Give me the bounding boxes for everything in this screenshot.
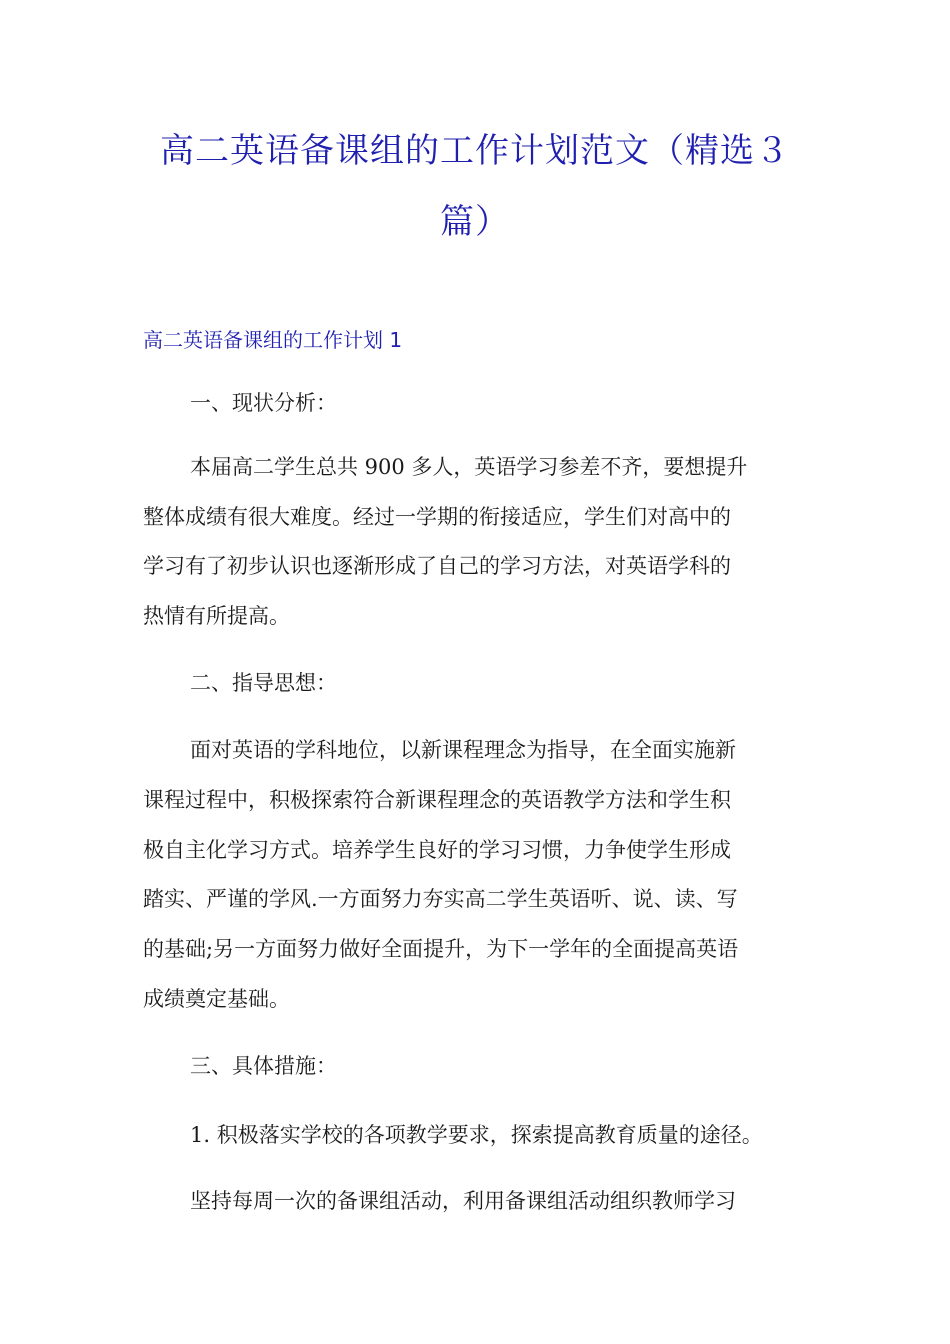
paragraph-line: 面对英语的学科地位，以新课程理念为指导，在全面实施新 — [190, 738, 736, 762]
paragraph-line: 坚持每周一次的备课组活动，利用备课组活动组织教师学习 — [190, 1189, 736, 1213]
paragraph-line: 极自主化学习方式。培养学生良好的学习习惯，力争使学生形成 — [143, 838, 731, 862]
list-item: 1. 积极落实学校的各项教学要求，探索提高教育质量的途径。 — [190, 1123, 763, 1147]
paragraph-line: 热情有所提高。 — [143, 604, 290, 628]
document-title-line1: 高二英语备课组的工作计划范文（精选３ — [160, 131, 790, 171]
paragraph-line: 学习有了初步认识也逐渐形成了自己的学习方法，对英语学科的 — [143, 554, 731, 578]
subheading-status-analysis: 一、现状分析： — [190, 391, 337, 415]
paragraph-line: 整体成绩有很大难度。经过一学期的衔接适应，学生们对高中的 — [143, 505, 731, 529]
paragraph-line: 课程过程中，积极探索符合新课程理念的英语教学方法和学生积 — [143, 788, 731, 812]
paragraph-line: 的基础;另一方面努力做好全面提升，为下一学年的全面提高英语 — [143, 937, 739, 961]
document-title-line2: 篇） — [440, 202, 510, 242]
section-heading: 高二英语备课组的工作计划 1 — [143, 328, 403, 352]
paragraph-line: 本届高二学生总共 900 多人，英语学习参差不齐，要想提升 — [190, 455, 748, 479]
paragraph-line: 踏实、严谨的学风.一方面努力夯实高二学生英语听、说、读、写 — [143, 887, 738, 911]
subheading-specific-measures: 三、具体措施： — [190, 1054, 337, 1078]
subheading-guiding-idea: 二、指导思想： — [190, 671, 337, 695]
paragraph-line: 成绩奠定基础。 — [143, 987, 290, 1011]
